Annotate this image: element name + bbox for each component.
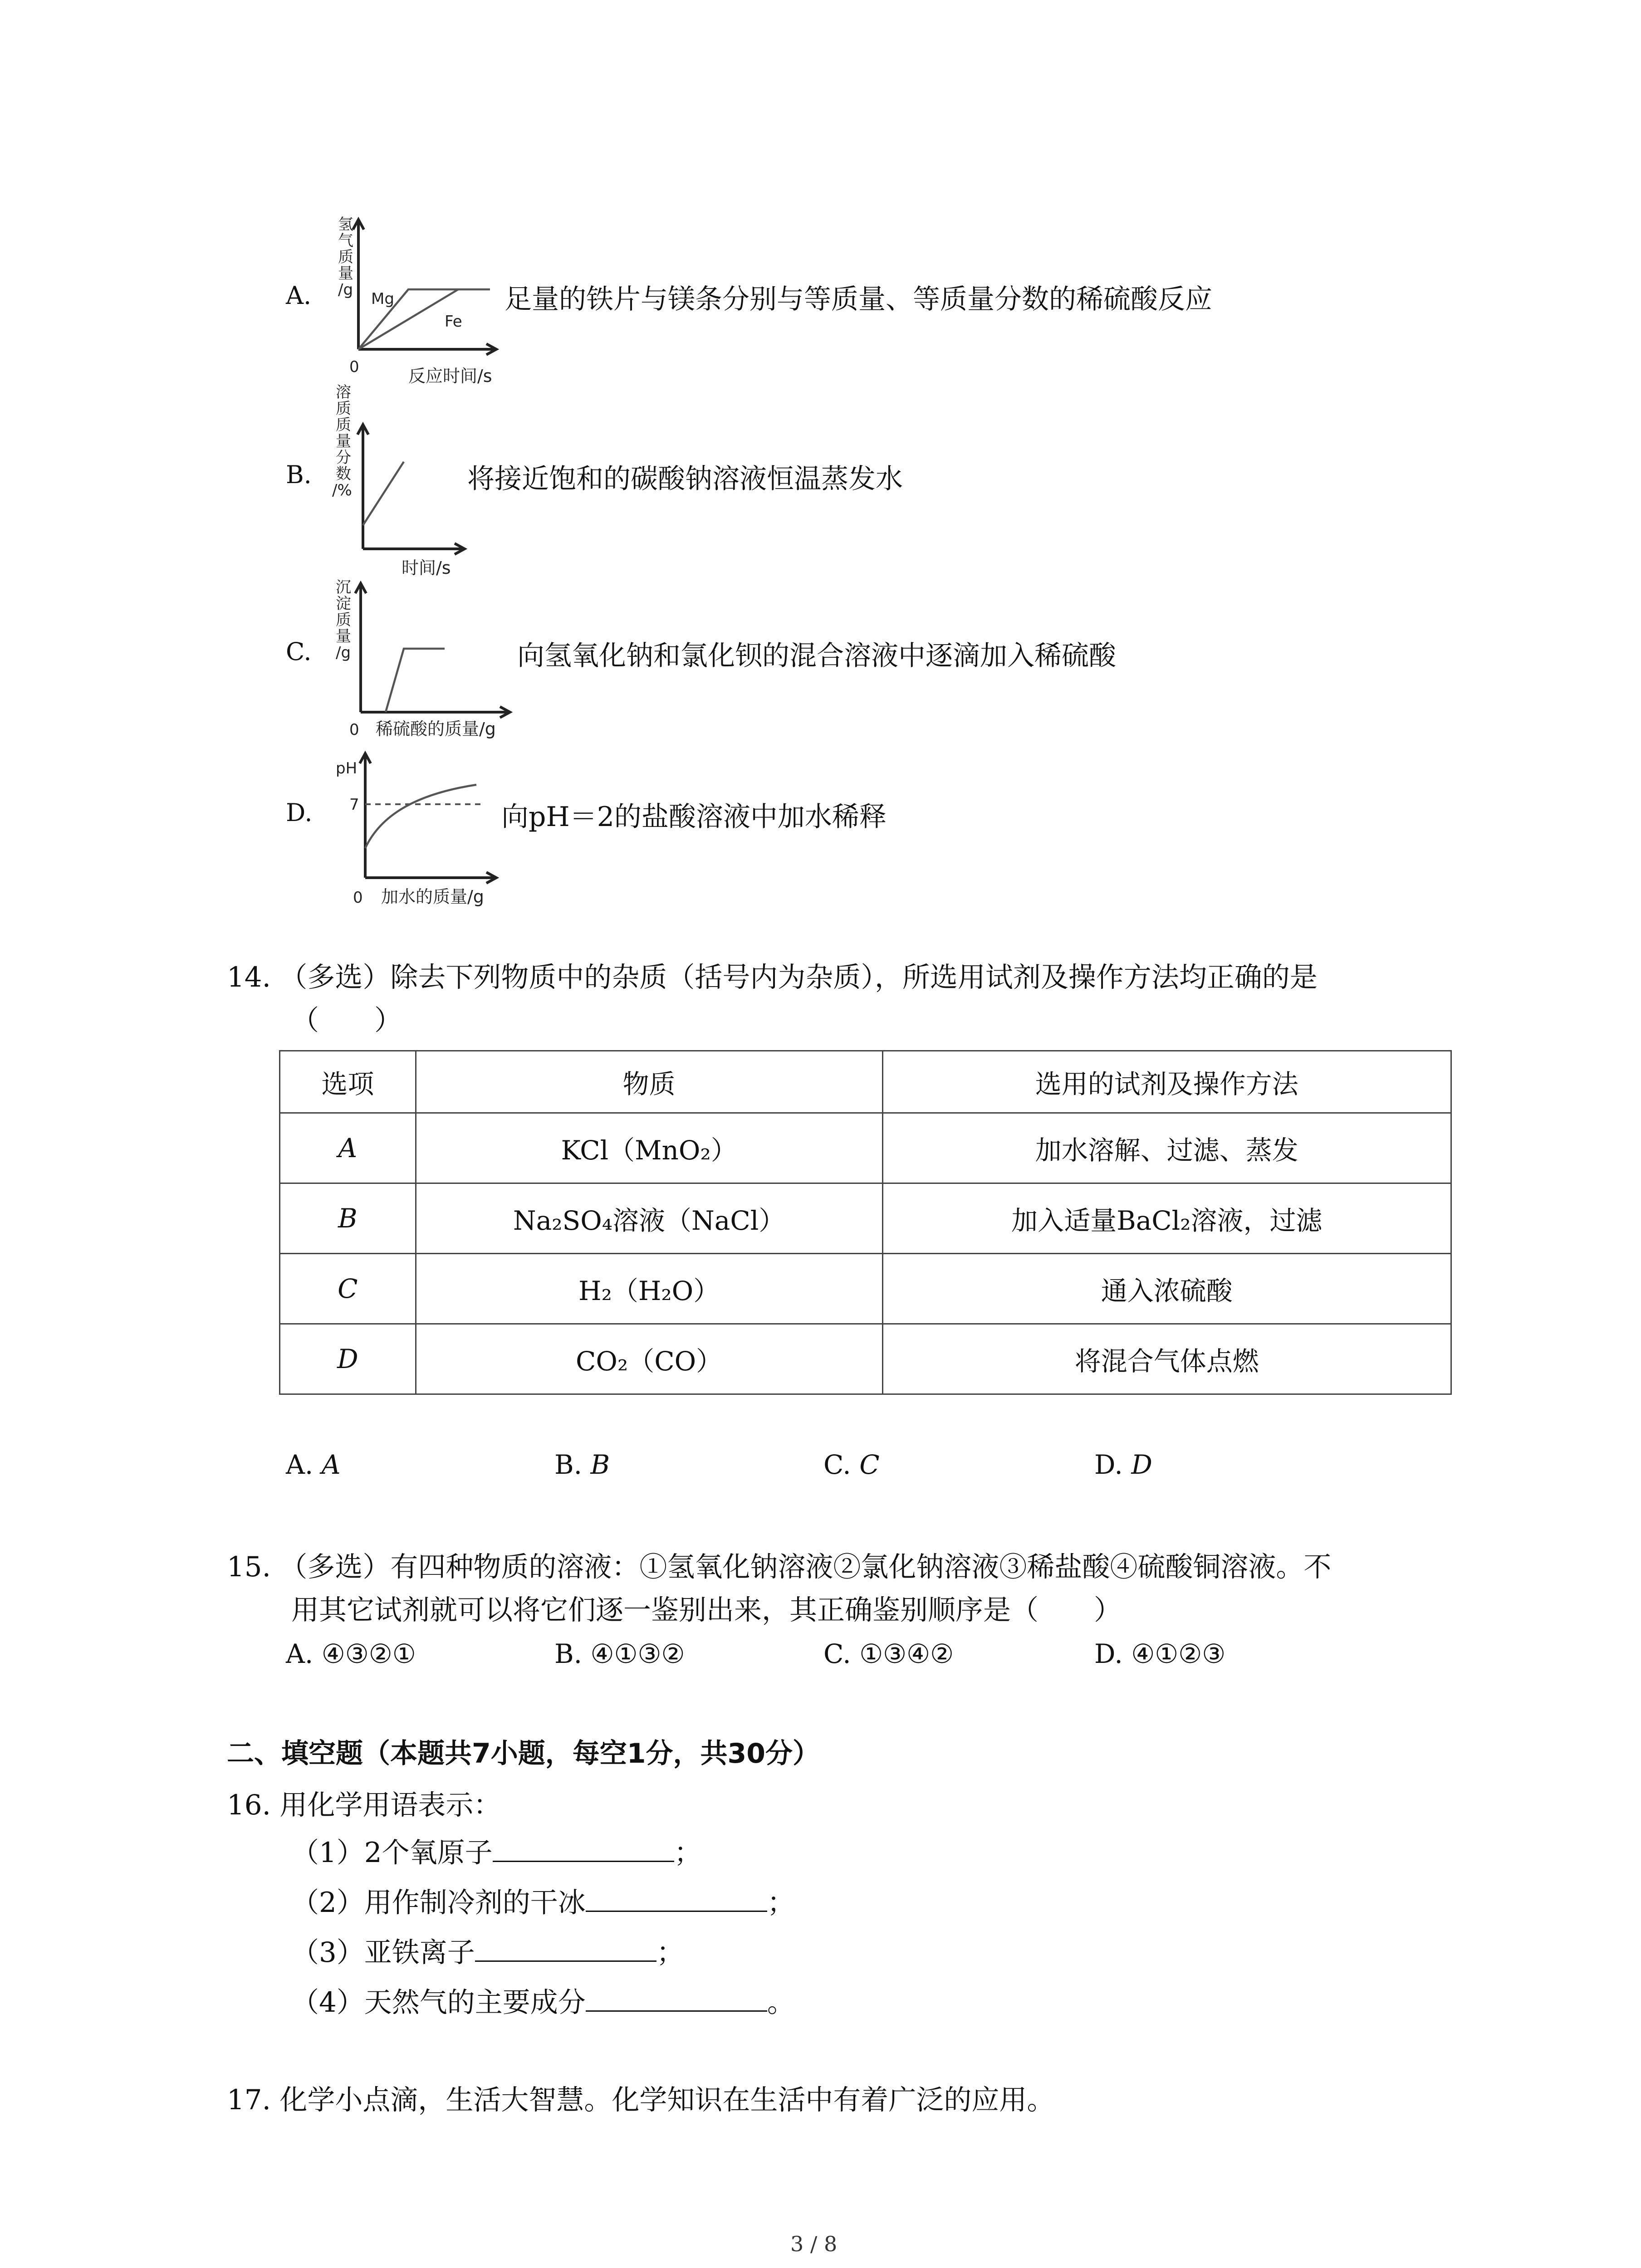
q14-stem: 14. （多选）除去下列物质中的杂质（括号内为杂质），所选用试剂及操作方法均正确的是	[227, 961, 1318, 993]
q14-choice-b[interactable]	[554, 1449, 610, 1480]
graph-c-ylabel-3: 量	[336, 627, 351, 645]
q17-stem: 17. 化学小点滴，生活大智慧。化学知识在生活中有着广泛的应用。	[227, 2084, 1055, 2116]
row-a-method: 加水溶解、过滤、蒸发	[882, 1113, 1451, 1183]
graph-b-ylabel-4: 分	[336, 449, 351, 467]
graph-c-origin: 0	[349, 721, 359, 739]
page-number: 3 / 8	[790, 2232, 838, 2256]
q15-choice-a-label: A.	[286, 1638, 314, 1669]
q15-choice-d-label: D.	[1094, 1638, 1123, 1669]
graph-b-curve	[363, 462, 404, 525]
option-c-letter: C.	[286, 637, 312, 666]
header-option: 选项	[280, 1051, 416, 1113]
graph-b-ylabel-1: 质	[336, 400, 351, 418]
q16-item-3	[291, 1930, 684, 1975]
q14-choice-b-value: B	[590, 1449, 610, 1480]
q15-choice-b-value: ④①③②	[590, 1638, 685, 1669]
q14-choice-c-value: C	[859, 1449, 880, 1480]
q15-choice-a[interactable]	[286, 1638, 416, 1669]
q14-choice-c-label: C.	[823, 1449, 851, 1480]
q16-answer-blank-2[interactable]	[586, 1883, 767, 1912]
option-c-text: 向氢氧化钠和氯化钡的混合溶液中逐滴加入稀硫酸	[517, 640, 1116, 672]
graph-c-ylabel-0: 沉	[336, 578, 351, 596]
graph-d-curve	[365, 785, 476, 848]
graph-a-xlabel: 反应时间/s	[408, 366, 492, 386]
q14-table	[279, 1050, 1452, 1395]
q14-choice-d-label: D.	[1094, 1449, 1123, 1480]
row-b-method: 加入适量BaCl₂溶液，过滤	[882, 1183, 1451, 1254]
graph-b-ylabel-2: 质	[336, 416, 351, 434]
row-a-substance: KCl（MnO₂）	[416, 1113, 882, 1183]
graph-a-label-mg: Mg	[371, 290, 394, 308]
q15-choice-a-value: ④③②①	[321, 1638, 416, 1669]
graph-b-ylabel-6: /%	[332, 481, 352, 499]
row-d-method: 将混合气体点燃	[882, 1324, 1451, 1394]
graph-a-ylabel-2: 质	[338, 248, 353, 266]
option-b-text: 将接近饱和的碳酸钠溶液恒温蒸发水	[467, 463, 903, 495]
q16-item-4	[291, 1980, 795, 2025]
row-a-option: A	[280, 1113, 416, 1183]
row-c-substance: H₂（H₂O）	[416, 1254, 882, 1324]
q16-answer-blank-3[interactable]	[475, 1933, 656, 1962]
graph-d-origin: 0	[353, 889, 363, 907]
section-title: 二、填空题（本题共7小题，每空1分，共30分）	[227, 1738, 820, 1769]
graph-b	[327, 381, 490, 581]
graph-b-ylabel-3: 量	[336, 432, 351, 450]
q16-answer-blank-4[interactable]	[586, 1983, 767, 2012]
table-row	[280, 1324, 1451, 1394]
q16-item-2-end: ；	[767, 1887, 795, 1919]
graph-c-ylabel-4: /g	[336, 644, 351, 662]
graph-d-ylabel: pH	[336, 759, 358, 777]
row-d-substance: CO₂（CO）	[416, 1324, 882, 1394]
option-d-text: 向pH＝2的盐酸溶液中加水稀释	[501, 801, 887, 833]
graph-a-ylabel-0: 氢	[338, 215, 353, 234]
graph-c-curve	[386, 649, 445, 712]
q15-choice-c-label: C.	[823, 1638, 851, 1669]
graph-b-ylabel-5: 数	[336, 465, 351, 483]
q16-item-1-text: （1）2个氧原子	[291, 1837, 493, 1869]
graph-a	[327, 213, 517, 395]
option-d-letter: D.	[286, 798, 313, 827]
q16-answer-blank-1[interactable]	[493, 1833, 674, 1862]
q14-choice-c[interactable]	[823, 1449, 880, 1480]
graph-b-ylabel-0: 溶	[336, 383, 351, 401]
header-method: 选用的试剂及操作方法	[882, 1051, 1451, 1113]
graph-a-ylabel-1: 气	[338, 232, 353, 250]
option-a-text: 足量的铁片与镁条分别与等质量、等质量分数的稀硫酸反应	[505, 284, 1212, 315]
q14-table-header	[280, 1051, 1451, 1113]
q16-item-4-text: （4）天然气的主要成分	[291, 1986, 586, 2019]
q15-choice-b-label: B.	[554, 1638, 583, 1669]
q15-stem-line1: 15. （多选）有四种物质的溶液：①氢氧化钠溶液②氯化钠溶液③稀盐酸④硫酸铜溶液。不	[227, 1551, 1332, 1583]
q15-choice-c-value: ①③④②	[859, 1638, 954, 1669]
q16-item-4-end: 。	[767, 1986, 795, 2019]
q15-choice-d-value: ④①②③	[1131, 1638, 1226, 1669]
option-b-letter: B.	[286, 460, 312, 489]
q14-choice-a-value: A	[321, 1449, 341, 1480]
graph-d-ref-label: 7	[349, 796, 359, 814]
table-row	[280, 1183, 1451, 1254]
q16-item-1	[291, 1830, 702, 1876]
q15-stem-line2: 用其它试剂就可以将它们逐一鉴别出来，其正确鉴别顺序是（ ）	[291, 1594, 1122, 1626]
row-b-option: B	[280, 1183, 416, 1254]
option-a-letter: A.	[286, 281, 312, 310]
graph-c-ylabel-1: 淀	[336, 595, 351, 613]
graph-d-xlabel: 加水的质量/g	[381, 887, 484, 907]
graph-a-label-fe: Fe	[445, 313, 462, 331]
table-row	[280, 1113, 1451, 1183]
q16-item-1-end: ；	[674, 1837, 702, 1869]
row-d-option: D	[280, 1324, 416, 1394]
graph-c-xlabel: 稀硫酸的质量/g	[376, 719, 496, 739]
q16-item-3-text: （3）亚铁离子	[291, 1936, 475, 1969]
row-b-substance: Na₂SO₄溶液（NaCl）	[416, 1183, 882, 1254]
q14-choice-d[interactable]	[1094, 1449, 1152, 1480]
q14-choice-a[interactable]	[286, 1449, 341, 1480]
q16-stem: 16. 用化学用语表示：	[227, 1789, 501, 1821]
row-c-method: 通入浓硫酸	[882, 1254, 1451, 1324]
q15-choice-b[interactable]	[554, 1638, 685, 1669]
table-row	[280, 1254, 1451, 1324]
graph-d	[327, 746, 517, 909]
q16-item-2-text: （2）用作制冷剂的干冰	[291, 1887, 586, 1919]
graph-a-ylabel-3: 量	[338, 264, 353, 283]
graph-b-xlabel: 时间/s	[402, 558, 451, 578]
q14-stem-end: （ ）	[291, 1004, 402, 1036]
graph-a-origin: 0	[349, 358, 359, 376]
graph-a-ylabel-4: /g	[338, 281, 353, 299]
q16-item-3-end: ；	[656, 1936, 684, 1969]
q14-choice-d-value: D	[1131, 1449, 1152, 1480]
q16-item-2	[291, 1880, 795, 1926]
q14-choice-a-label: A.	[286, 1449, 314, 1480]
graph-c-ylabel-2: 质	[336, 611, 351, 629]
q15-choice-c[interactable]	[823, 1638, 954, 1669]
row-c-option: C	[280, 1254, 416, 1324]
q15-choice-d[interactable]	[1094, 1638, 1225, 1669]
q14-choice-b-label: B.	[554, 1449, 583, 1480]
graph-c	[327, 576, 526, 748]
header-substance: 物质	[416, 1051, 882, 1113]
